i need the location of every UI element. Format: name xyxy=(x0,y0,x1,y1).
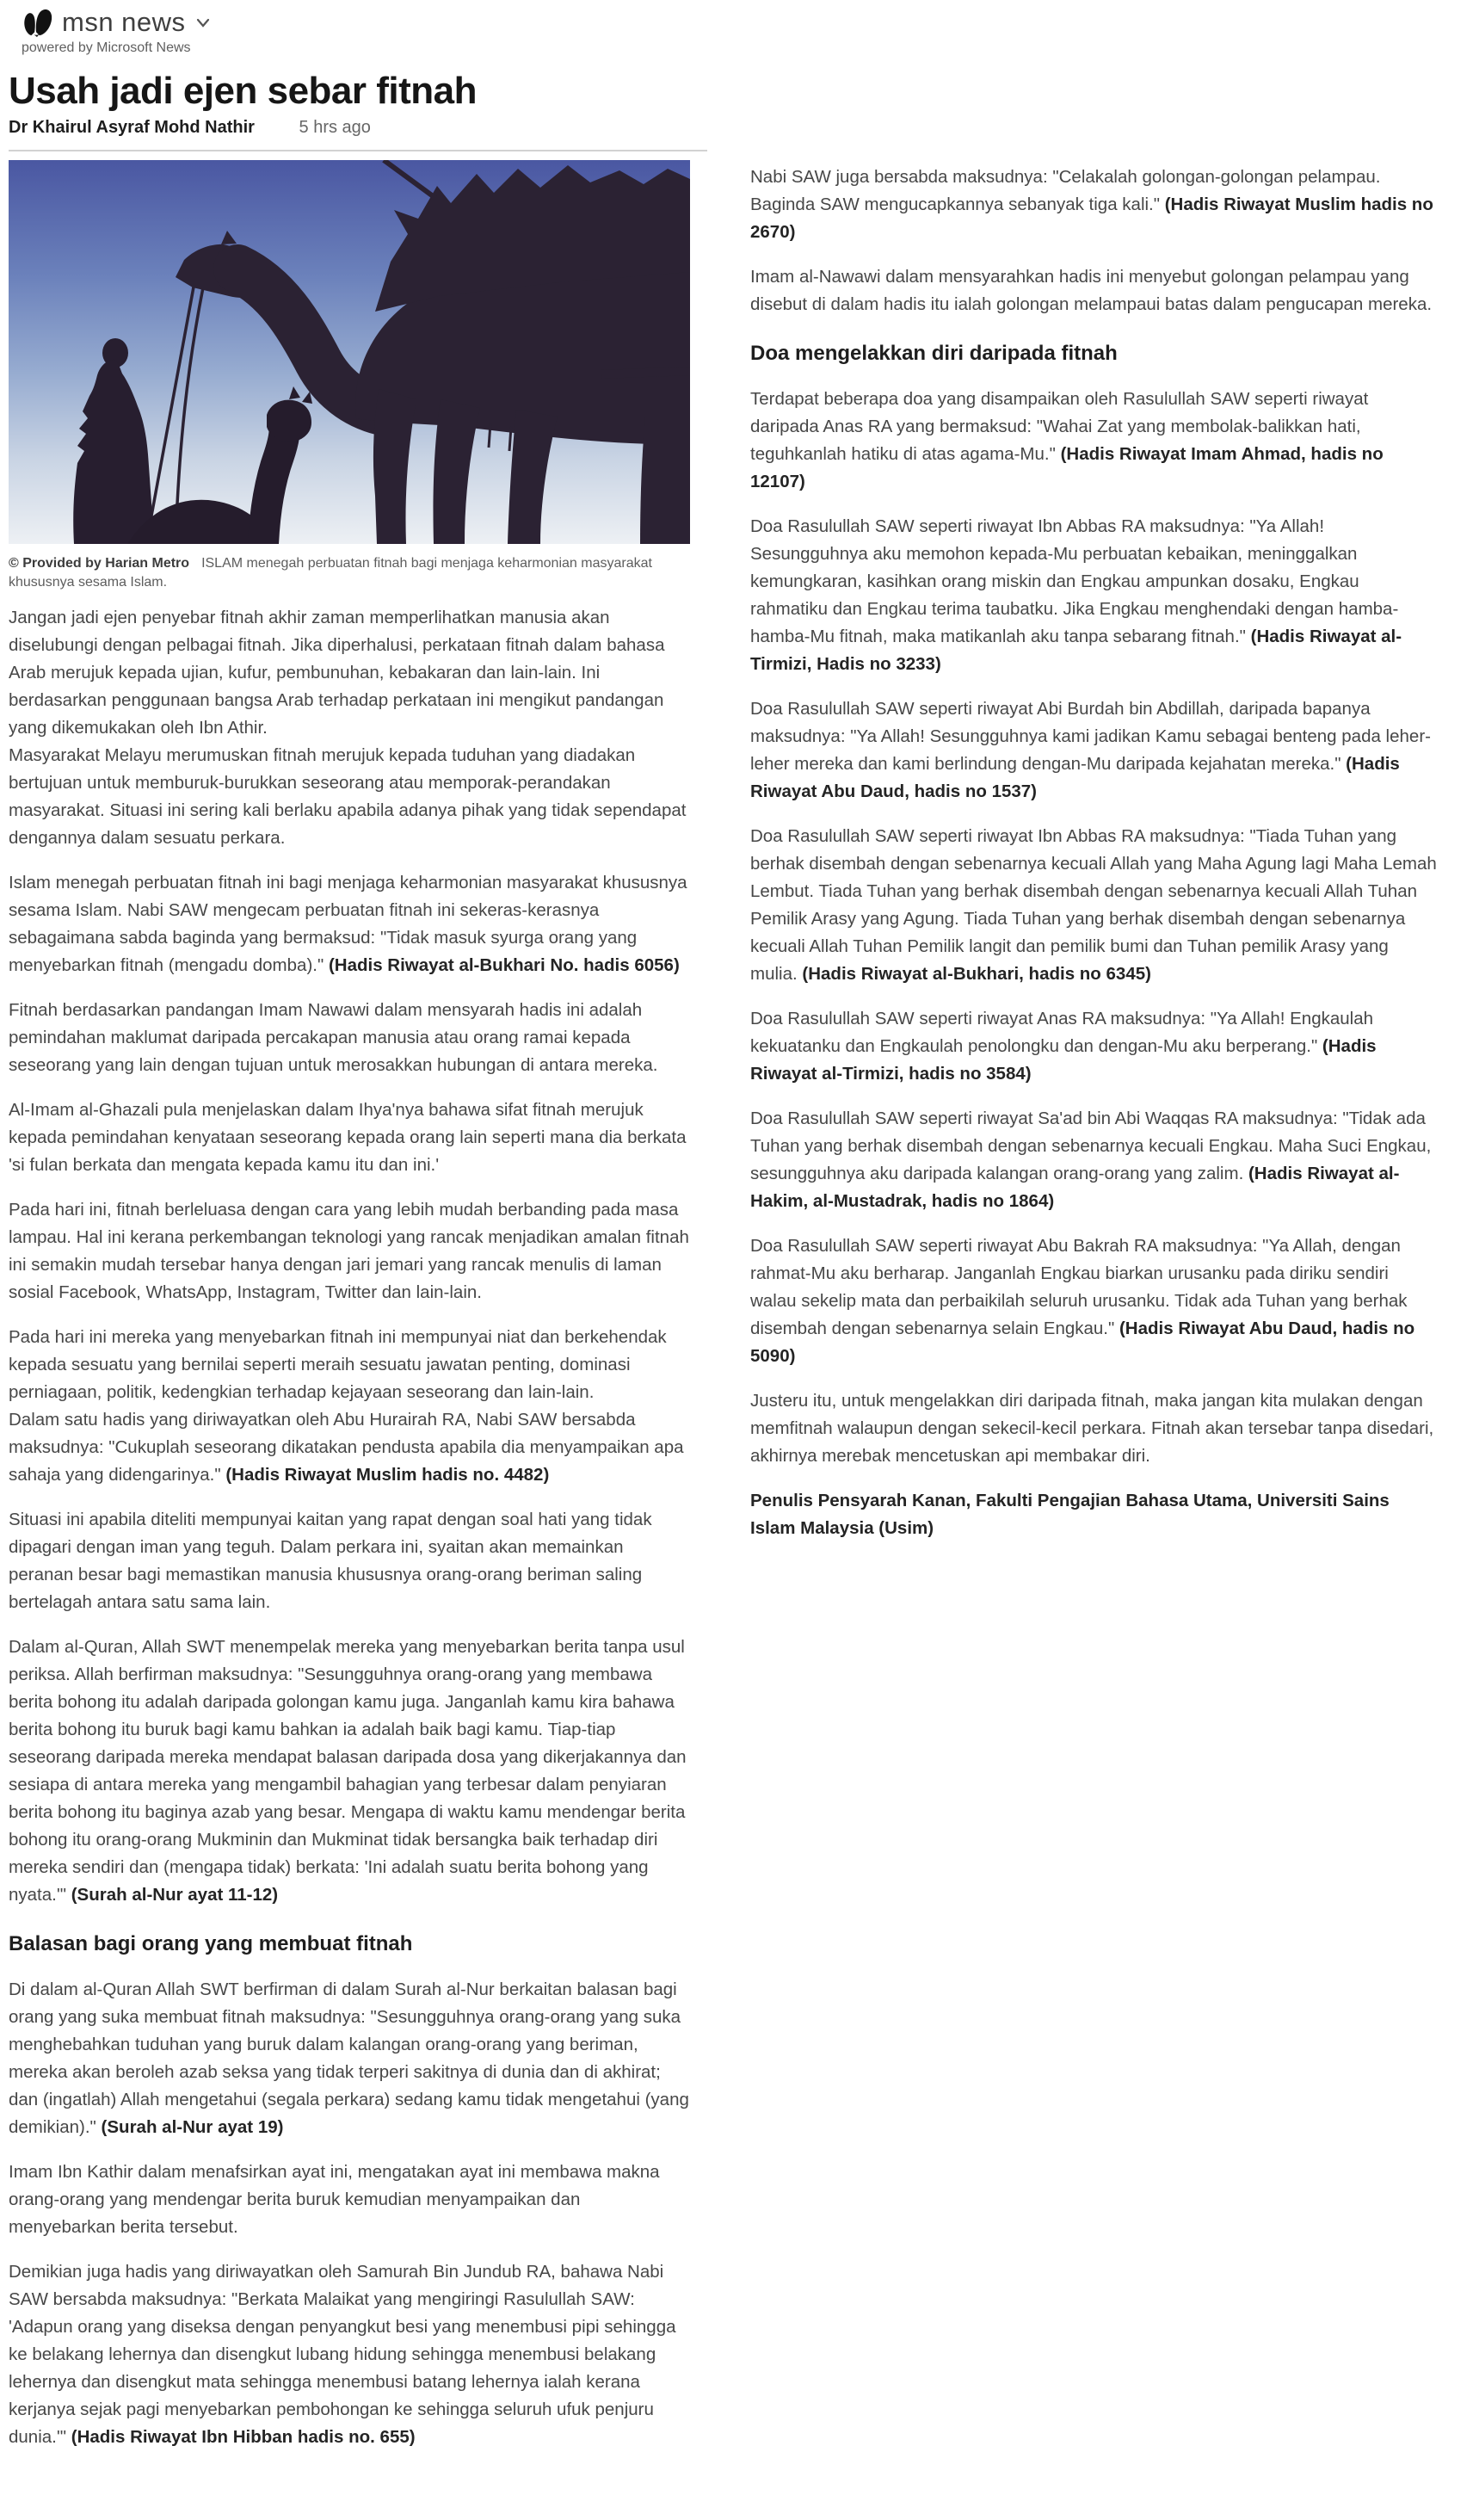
article-paragraph: Imam Ibn Kathir dalam menafsirkan ayat ini, mengatakan ayat ini membawa makna orang-orang yang mendengar berita buruk kemudian menyampaikan dan menyebarkan berita tersebut. xyxy=(9,2162,660,2237)
article-paragraph: Situasi ini apabila diteliti mempunyai kaitan yang rapat dengan soal hati yang tidak dipagari dengan iman yang teguh. Dalam perkara ini, syaitan akan memainkan peranan besar bagi memastikan manusia khususnya orang-orang beriman saling bertelagah antara satu sama lain. xyxy=(9,1510,652,1612)
section-heading: Balasan bagi orang yang membuat fitnah xyxy=(9,1932,413,1955)
article-columns xyxy=(9,151,1439,2468)
camel-silhouette-photo xyxy=(9,160,690,544)
article-paragraph: Di dalam al-Quran Allah SWT berfirman di dalam Surah al-Nur berkaitan balasan bagi orang yang suka membuat fitnah maksudnya: "Sesungguhnya orang-orang yang suka menghebahkan tuduhan yang buruk dalam kalangan orang-orang yang beriman, mereka akan beroleh azab seksa yang tidak terperi sakitnya di dunia dan di akhirat; dan (ingatlah) Allah mengetahui (segala perkara) sedang kamu tidak mengetahui (yang demikian)." (Surah al-Nur ayat 19) xyxy=(9,1980,689,2137)
logo-text[interactable]: msn news xyxy=(62,7,186,37)
article-paragraph: Fitnah berdasarkan pandangan Imam Nawawi dalam mensyarah hadis ini adalah pemindahan maklumat daripada percakapan manusia atau orang ramai kepada seseorang yang lain dengan tujuan untuk merosakkan hubungan di antara mereka. xyxy=(9,1000,658,1075)
article-paragraph: Demikian juga hadis yang diriwayatkan oleh Samurah Bin Jundub RA, bahawa Nabi SAW bersabda maksudnya: "Berkata Malaikat yang mengiringi Rasulullah SAW: 'Adapun orang yang diseksa dengan penyangkut besi yang menembusi pipi sehingga ke belakang lehernya dan disengkut lubang hidung sehingga menembusi belakang lehernya dan disengkut mata sehingga menembusi batang lehernya ialah kerana kerjanya sejak pagi menyebarkan pembohongan ke sehingga seluruh ufuk penjuru dunia.'" (Hadis Riwayat Ibn Hibban hadis no. 655) xyxy=(9,2262,676,2447)
article-paragraph: Al-Imam al-Ghazali pula menjelaskan dalam Ihya'nya bahawa sifat fitnah merujuk kepada pemindahan kenyataan seseorang kepada orang lain seperti mana dia berkata 'si fulan berkata dan mengata kepada kamu itu dan ini.' xyxy=(9,1100,687,1175)
byline xyxy=(9,118,1439,138)
image-credit: © Provided by Harian Metro xyxy=(9,556,190,571)
article-paragraph: Islam menegah perbuatan fitnah ini bagi menjaga keharmonian masyarakat khususnya sesama Islam. Nabi SAW mengecam perbuatan fitnah ini sekeras-kerasnya sebagaimana sabda baginda yang bermaksud: "Tidak masuk syurga orang yang menyebarkan fitnah (mengadu domba)." (Hadis Riwayat al-Bukhari No. hadis 6056) xyxy=(9,873,687,975)
article-paragraph: Jangan jadi ejen penyebar fitnah akhir zaman memperlihatkan manusia akan diselubungi dengan pelbagai fitnah. Jika diperhalusi, perkataan fitnah dalam bahasa Arab merujuk kepada ujian, kufur, pembunuhan, kebakaran dan lain-lain. Ini berdasarkan penggunaan bangsa Arab terhadap perkataan ini mengikut pandangan yang dikemukakan oleh Ibn Athir. xyxy=(9,608,665,738)
image-caption xyxy=(9,554,690,592)
left-column-body xyxy=(9,604,690,2451)
article-paragraph: Nabi SAW juga bersabda maksudnya: "Celakalah golongan-golongan pelampau. Baginda SAW mengucapkannya sebanyak tiga kali." (Hadis Riwayat Muslim hadis no 2670) xyxy=(750,167,1433,242)
msn-logo[interactable] xyxy=(21,7,1439,38)
left-column xyxy=(9,151,690,2468)
image-caption-text: ISLAM menegah perbuatan fitnah bagi menjaga keharmonian masyarakat khususnya sesama Islam. xyxy=(9,556,652,590)
article-paragraph: Masyarakat Melayu merumuskan fitnah merujuk kepada tuduhan yang diadakan bertujuan untuk memburuk-burukkan seseorang atau memporak-perandakan masyarakat. Situasi ini sering kali berlaku apabila adanya pihak yang tidak sependapat dengannya dalam sesuatu perkara. xyxy=(9,745,687,848)
msn-header xyxy=(9,7,1439,56)
article-paragraph: Justeru itu, untuk mengelakkan diri daripada fitnah, maka jangan kita mulakan dengan memfitnah walaupun dengan sekecil-kecil perkara. Fitnah akan tersebar tanpa disedari, akhirnya merebak mencetuskan api membakar diri. xyxy=(750,1391,1434,1466)
page-title: Usah jadi ejen sebar fitnah xyxy=(9,70,477,112)
article-paragraph: Dalam satu hadis yang diriwayatkan oleh Abu Hurairah RA, Nabi SAW bersabda maksudnya: "Cukuplah seseorang dikatakan pendusta apabila dia menyampaikan apa sahaja yang didengarinya." (Hadis Riwayat Muslim hadis no. 4482) xyxy=(9,1410,684,1485)
article-paragraph: Imam al-Nawawi dalam mensyarahkan hadis ini menyebut golongan pelampau yang disebut di dalam hadis itu ialah golongan melampaui batas dalam pengucapan mereka. xyxy=(750,267,1433,314)
article-paragraph: Pada hari ini mereka yang menyebarkan fitnah ini mempunyai niat dan berkehendak kepada sesuatu yang bernilai seperti meraih sesuatu jawatan penting, dominasi perniagaan, politik, kedengkian terhadap kejayaan seseorang dan lain-lain. xyxy=(9,1327,667,1402)
article-paragraph: Pada hari ini, fitnah berleluasa dengan cara yang lebih mudah berbanding pada masa lampau. Hal ini kerana perkembangan teknologi yang rancak menjadikan amalan fitnah ini semakin mudah tersebar hanya dengan jari jemari yang rancak menulis di laman sosial Facebook, WhatsApp, Instagram, Twitter dan lain-lain. xyxy=(9,1200,689,1302)
msn-butterfly-icon xyxy=(21,7,53,38)
article-paragraph: Doa Rasulullah SAW seperti riwayat Abi Burdah bin Abdillah, daripada bapanya maksudnya: "Ya Allah! Sesungguhnya kami jadikan Kamu sebagai benteng pada leher-leher mereka dan kami berlindung dengan-Mu daripada kejahatan mereka." (Hadis Riwayat Abu Daud, hadis no 1537) xyxy=(750,699,1431,801)
section-heading: Doa mengelakkan diri daripada fitnah xyxy=(750,342,1118,365)
author-name: Dr Khairul Asyraf Mohd Nathir xyxy=(9,118,255,137)
article-paragraph: Dalam al-Quran, Allah SWT menempelak mereka yang menyebarkan berita tanpa usul periksa. Allah berfirman maksudnya: "Sesungguhnya orang-orang yang membawa berita bohong itu adalah daripada golongan kamu juga. Janganlah kamu kira bahawa berita bohong itu buruk bagi kamu bahkan ia adalah baik bagi kamu. Tiap-tiap seseorang daripada mereka mendapat balasan daripada dosa yang dikerjakannya dan sesiapa di antara mereka yang mengambil bahagian yang terbesar dalam penyiaran berita bohong itu baginya azab yang besar. Mengapa di waktu kamu mendengar berita bohong itu orang-orang Mukminin dan Mukminat tidak bersangka baik terhadap diri mereka sendiri dan (mengapa tidak) berkata: 'Ini adalah suatu berita bohong yang nyata.'" (Surah al-Nur ayat 11-12) xyxy=(9,1637,687,1905)
article-paragraph: Doa Rasulullah SAW seperti riwayat Anas RA maksudnya: "Ya Allah! Engkaulah kekuatanku dan Engkaulah penolongku dan dengan-Mu aku berperang." (Hadis Riwayat al-Tirmizi, hadis no 3584) xyxy=(750,1009,1377,1084)
article-figure xyxy=(9,160,690,592)
publish-time: 5 hrs ago xyxy=(299,118,371,137)
right-column-body xyxy=(750,164,1439,2468)
article-paragraph: Doa Rasulullah SAW seperti riwayat Abu Bakrah RA maksudnya: "Ya Allah, dengan rahmat-Mu aku berharap. Janganlah Engkau biarkan urusanku pada diriku sendiri walau sekelip mata dan perbaikilah seluruh urusanku. Tidak ada Tuhan yang berhak disembah dengan sebenarnya selain Engkau." (Hadis Riwayat Abu Daud, hadis no 5090) xyxy=(750,1236,1415,1366)
article-paragraph: Penulis Pensyarah Kanan, Fakulti Pengajian Bahasa Utama, Universiti Sains Islam Malaysia (Usim) xyxy=(750,1491,1390,1538)
article-paragraph: Doa Rasulullah SAW seperti riwayat Ibn Abbas RA maksudnya: "Tiada Tuhan yang berhak disembah dengan sebenarnya kecuali Allah yang Maha Agung lagi Maha Lemah Lembut. Tiada Tuhan yang berhak disembah dengan sebenarnya kecuali Allah Tuhan Pemilik Arasy yang Agung. Tiada Tuhan yang berhak disembah dengan sebenarnya kecuali Allah Tuhan Pemilik langit dan pemilik bumi dan Tuhan pemilik Arasy yang mulia. (Hadis Riwayat al-Bukhari, hadis no 6345) xyxy=(750,826,1437,984)
article-paragraph: Doa Rasulullah SAW seperti riwayat Ibn Abbas RA maksudnya: "Ya Allah! Sesungguhnya aku memohon kepada-Mu perbuatan kebaikan, meninggalkan kemungkaran, kasihkan orang miskin dan Engkau ampunkan dosaku, Engkau rahmatiku dan Engkau terima taubatku. Jika Engkau menghendaki dengan hamba-hamba-Mu fitnah, maka matikanlah aku tanpa sebarang fitnah." (Hadis Riwayat al-Tirmizi, Hadis no 3233) xyxy=(750,516,1402,674)
article-paragraph: Terdapat beberapa doa yang disampaikan oleh Rasulullah SAW seperti riwayat daripada Anas RA yang bermaksud: "Wahai Zat yang membolak-balikkan hati, teguhkanlah hatiku di atas agama-Mu." (Hadis Riwayat Imam Ahmad, hadis no 12107) xyxy=(750,389,1384,491)
powered-by-text: powered by Microsoft News xyxy=(22,40,191,55)
chevron-down-icon[interactable] xyxy=(196,18,210,28)
article-paragraph: Doa Rasulullah SAW seperti riwayat Sa'ad bin Abi Waqqas RA maksudnya: "Tidak ada Tuhan yang berhak disembah dengan sebenarnya kecuali Engkau. Maha Suci Engkau, sesungguhnya aku daripada kalangan orang-orang yang zalim. (Hadis Riwayat al-Hakim, al-Mustadrak, hadis no 1864) xyxy=(750,1109,1432,1211)
